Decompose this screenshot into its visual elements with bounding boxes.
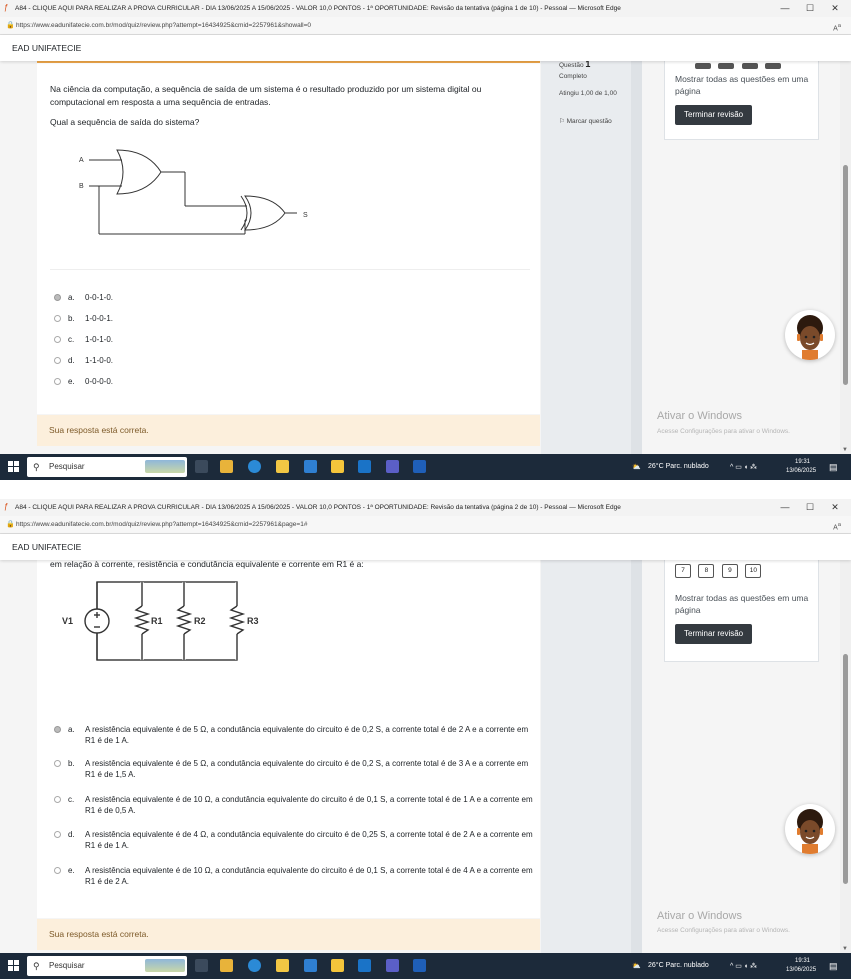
nav-button-10[interactable]: 10 — [745, 564, 761, 578]
assistant-avatar-icon — [785, 804, 835, 854]
flag-label[interactable]: Marcar questão — [566, 118, 612, 125]
search-placeholder: Pesquisar — [49, 961, 85, 970]
radio-b[interactable] — [54, 760, 61, 767]
nav-button-9[interactable]: 9 — [722, 564, 738, 578]
question-info-panel — [541, 560, 631, 953]
radio-d[interactable] — [54, 357, 61, 364]
feedback-correct: Sua resposta está correta. — [37, 919, 540, 950]
option-letter: b. — [68, 314, 75, 323]
address-bar[interactable] — [0, 516, 851, 534]
app-folder-icon[interactable] — [331, 460, 344, 473]
option-text: A resistência equivalente é de 4 Ω, a condutância equivalente do circuito é de 0,25 S, a corrente total é de 2 A e a corrente em R1 é de 1 A. — [85, 830, 533, 850]
nav-button[interactable] — [718, 63, 734, 69]
site-header — [0, 35, 851, 61]
radio-d[interactable] — [54, 831, 61, 838]
or-gate-shape — [117, 150, 161, 194]
assistant-avatar-icon — [785, 310, 835, 360]
app-folder-icon[interactable] — [331, 959, 344, 972]
activate-windows-subtitle: Acesse Configurações para ativar o Windows. — [657, 927, 790, 934]
screenshot-gap — [0, 480, 851, 499]
task-view-icon[interactable] — [195, 959, 208, 972]
assistant-avatar[interactable] — [785, 804, 835, 854]
app-l-icon[interactable] — [304, 959, 317, 972]
activate-windows-subtitle: Acesse Configurações para ativar o Windows. — [657, 428, 790, 435]
weather-icon[interactable]: ⛅ — [632, 464, 641, 471]
read-aloud-icon[interactable]: $A^a$ — [833, 23, 841, 33]
address-bar[interactable] — [0, 17, 851, 35]
card-top-border — [37, 61, 540, 63]
question-card — [37, 560, 540, 918]
option-text: 1-1-0-0. — [85, 356, 114, 365]
window-title: A84 - CLIQUE AQUI PARA REALIZAR A PROVA CURRICULAR - DIA 13/06/2025 A 15/06/2025 - VALOR 10,0 PONTOS - 1ª OPORTUNIDADE: Revisão da tentativa (página 2 de 10) - Pessoal — Microsoft Edge — [15, 504, 621, 511]
app-mail-icon[interactable] — [358, 959, 371, 972]
option-text: A resistência equivalente é de 5 Ω, a condutância equivalente do circuito é de 0,2 S, a corrente total é de 2 A e a corrente em R1 é de 1 A. — [85, 725, 529, 745]
nav-button[interactable] — [695, 63, 711, 69]
quiz-navigation-block — [664, 560, 819, 662]
question-label: Questão — [559, 62, 584, 69]
window-titlebar — [0, 499, 851, 516]
search-icon: ⚲ — [33, 961, 40, 971]
option-letter: d. — [68, 356, 75, 365]
flag-icon: ⚐ — [559, 118, 565, 125]
page-scrollbar[interactable] — [840, 534, 851, 953]
clock-time[interactable]: 19:31 — [795, 459, 811, 465]
read-aloud-icon[interactable]: $A^a$ — [833, 522, 841, 532]
scrollbar-thumb[interactable] — [843, 165, 848, 385]
windows-start-icon[interactable] — [8, 461, 20, 473]
parallel-circuit-diagram — [59, 578, 259, 668]
screenshot-1 — [0, 0, 851, 480]
nav-button-7[interactable]: 7 — [675, 564, 691, 578]
scrollbar-thumb[interactable] — [843, 654, 848, 884]
option-letter: a. — [68, 293, 75, 302]
weather-text[interactable]: 26°C Parc. nublado — [648, 962, 709, 969]
url-text[interactable]: https://www.eadunifatecie.com.br/mod/quiz/review.php?attempt=16434925&cmid=2257961&showall=0 — [16, 22, 312, 29]
label-s: S — [303, 212, 308, 219]
show-all-link[interactable]: Mostrar todas as questões em uma página — [675, 74, 809, 96]
show-all-link[interactable]: Mostrar todas as questões em uma página — [675, 593, 809, 615]
system-tray-icons[interactable]: ^ ▭ ◖ ⁂ — [730, 464, 757, 471]
close-button[interactable]: ✕ — [831, 502, 839, 512]
label-r2: R2 — [194, 616, 206, 626]
logic-circuit-diagram — [77, 144, 297, 254]
system-tray-icons[interactable]: ^ ▭ ◖ ⁂ — [730, 963, 757, 970]
radio-e[interactable] — [54, 378, 61, 385]
nav-button-8[interactable]: 8 — [698, 564, 714, 578]
nav-button[interactable] — [765, 63, 781, 69]
windows-taskbar — [0, 953, 851, 979]
edge-taskbar-icon[interactable] — [248, 959, 261, 972]
teams-icon[interactable] — [386, 959, 399, 972]
option-text: 0-0-0-0. — [85, 377, 114, 386]
edge-icon: ƒ — [4, 3, 9, 12]
column-divider — [631, 61, 642, 454]
radio-c[interactable] — [54, 336, 61, 343]
search-icon: ⚲ — [33, 462, 40, 472]
label-a: A — [79, 157, 84, 164]
widgets-icon[interactable] — [220, 959, 233, 972]
finish-review-button[interactable]: Terminar revisão — [675, 105, 752, 125]
question-status: Completo — [559, 73, 587, 80]
app-mail-icon[interactable] — [358, 460, 371, 473]
teams-icon[interactable] — [386, 460, 399, 473]
notifications-icon[interactable]: ▤ — [829, 462, 838, 472]
scroll-down-icon[interactable]: ▼ — [842, 447, 848, 453]
maximize-button[interactable]: ☐ — [805, 502, 815, 512]
maximize-button[interactable]: ☐ — [805, 3, 815, 13]
page-content — [0, 560, 840, 953]
radio-b[interactable] — [54, 315, 61, 322]
page-content — [0, 61, 840, 454]
finish-review-button[interactable]: Terminar revisão — [675, 624, 752, 644]
site-header — [0, 534, 851, 560]
option-letter: e. — [68, 377, 75, 386]
option-text: 1-0-1-0. — [85, 335, 114, 344]
minimize-button[interactable]: — — [780, 3, 790, 13]
question-prompt: Qual a sequência de saída do sistema? — [50, 117, 200, 127]
radio-a[interactable] — [54, 726, 61, 733]
option-letter: c. — [68, 795, 75, 804]
label-v1: V1 — [62, 616, 74, 626]
radio-c[interactable] — [54, 796, 61, 803]
weather-icon[interactable]: ⛅ — [632, 963, 641, 970]
column-divider — [631, 560, 642, 953]
assistant-avatar[interactable] — [785, 310, 835, 360]
windows-taskbar — [0, 454, 851, 480]
edge-taskbar-icon[interactable] — [248, 460, 261, 473]
label-b: B — [79, 183, 84, 190]
clock-date[interactable]: 13/06/2025 — [786, 468, 817, 474]
site-name[interactable]: EAD UNIFATECIE — [12, 43, 82, 53]
notifications-icon[interactable]: ▤ — [829, 961, 838, 971]
option-letter: e. — [68, 866, 75, 875]
option-letter: a. — [68, 725, 75, 734]
url-text[interactable]: https://www.eadunifatecie.com.br/mod/quiz/review.php?attempt=16434925&cmid=2257961&page=1# — [16, 521, 308, 528]
close-button[interactable]: ✕ — [831, 3, 839, 13]
weather-text[interactable]: 26°C Parc. nublado — [648, 463, 709, 470]
quiz-navigation-block — [664, 61, 819, 140]
window-title: A84 - CLIQUE AQUI PARA REALIZAR A PROVA CURRICULAR - DIA 13/06/2025 A 15/06/2025 - VALOR 10,0 PONTOS - 1ª OPORTUNIDADE: Revisão da tentativa (página 1 de 10) - Pessoal — Microsoft Edge — [15, 5, 621, 12]
search-placeholder: Pesquisar — [49, 462, 85, 471]
question-text: Na ciência da computação, a sequência de saída de um sistema é o resultado produzido por um sistema digital ou computacional em resposta a uma sequência de entradas. — [50, 84, 482, 107]
option-letter: c. — [68, 335, 75, 344]
site-name[interactable]: EAD UNIFATECIE — [12, 542, 82, 552]
word-icon[interactable] — [413, 460, 426, 473]
window-titlebar — [0, 0, 851, 17]
nav-button[interactable] — [742, 63, 758, 69]
question-number-row — [559, 61, 590, 69]
option-text: 1-0-0-1. — [85, 314, 114, 323]
file-explorer-icon[interactable] — [276, 959, 289, 972]
feedback-correct: Sua resposta está correta. — [37, 415, 540, 446]
divider — [50, 269, 530, 270]
option-text: A resistência equivalente é de 5 Ω, a condutância equivalente do circuito é de 0,2 S, a corrente total é de 3 A e a corrente em R1 é de 1,5 A. — [85, 759, 529, 779]
option-text: 0-0-1-0. — [85, 293, 114, 302]
xor-gate-back — [241, 196, 247, 230]
question-grade: Atingiu 1,00 de 1,00 — [559, 90, 617, 97]
scroll-down-icon[interactable]: ▼ — [842, 946, 848, 952]
option-text: A resistência equivalente é de 10 Ω, a condutância equivalente do circuito é de 0,1 S, a corrente total é de 4 A e a corrente em R1 é de 2 A. — [85, 866, 533, 886]
label-r1: R1 — [151, 616, 163, 626]
search-highlight-image — [145, 460, 185, 473]
option-letter: d. — [68, 830, 75, 839]
label-r3: R3 — [247, 616, 259, 626]
radio-e[interactable] — [54, 867, 61, 874]
question-card — [37, 61, 540, 414]
windows-start-icon[interactable] — [8, 960, 20, 972]
minimize-button[interactable]: — — [780, 502, 790, 512]
file-explorer-icon[interactable] — [276, 460, 289, 473]
clock-time[interactable]: 19:31 — [795, 958, 811, 964]
question-text: em relação à corrente, resistência e condutância equivalente e corrente em R1 é a: — [50, 560, 364, 569]
lock-icon: 🔒 — [6, 521, 15, 528]
screenshot-2 — [0, 499, 851, 979]
option-text: A resistência equivalente é de 10 Ω, a condutância equivalente do circuito é de 0,1 S, a corrente total é de 1 A e a corrente em R1 é de 0,5 A. — [85, 795, 533, 815]
question-info-panel — [541, 61, 631, 454]
task-view-icon[interactable] — [195, 460, 208, 473]
search-highlight-image — [145, 959, 185, 972]
app-l-icon[interactable] — [304, 460, 317, 473]
widgets-icon[interactable] — [220, 460, 233, 473]
circuit-frame — [97, 582, 237, 660]
nav-buttons-row — [675, 560, 764, 578]
question-number: 1 — [585, 61, 591, 69]
radio-a[interactable] — [54, 294, 61, 301]
edge-icon: ƒ — [4, 502, 9, 511]
page-scrollbar[interactable] — [840, 35, 851, 454]
option-letter: b. — [68, 759, 75, 768]
xor-gate-shape — [245, 196, 285, 230]
flag-question[interactable] — [559, 117, 612, 125]
activate-windows-title: Ativar o Windows — [657, 910, 742, 922]
lock-icon: 🔒 — [6, 22, 15, 29]
clock-date[interactable]: 13/06/2025 — [786, 967, 817, 973]
word-icon[interactable] — [413, 959, 426, 972]
activate-windows-title: Ativar o Windows — [657, 410, 742, 422]
